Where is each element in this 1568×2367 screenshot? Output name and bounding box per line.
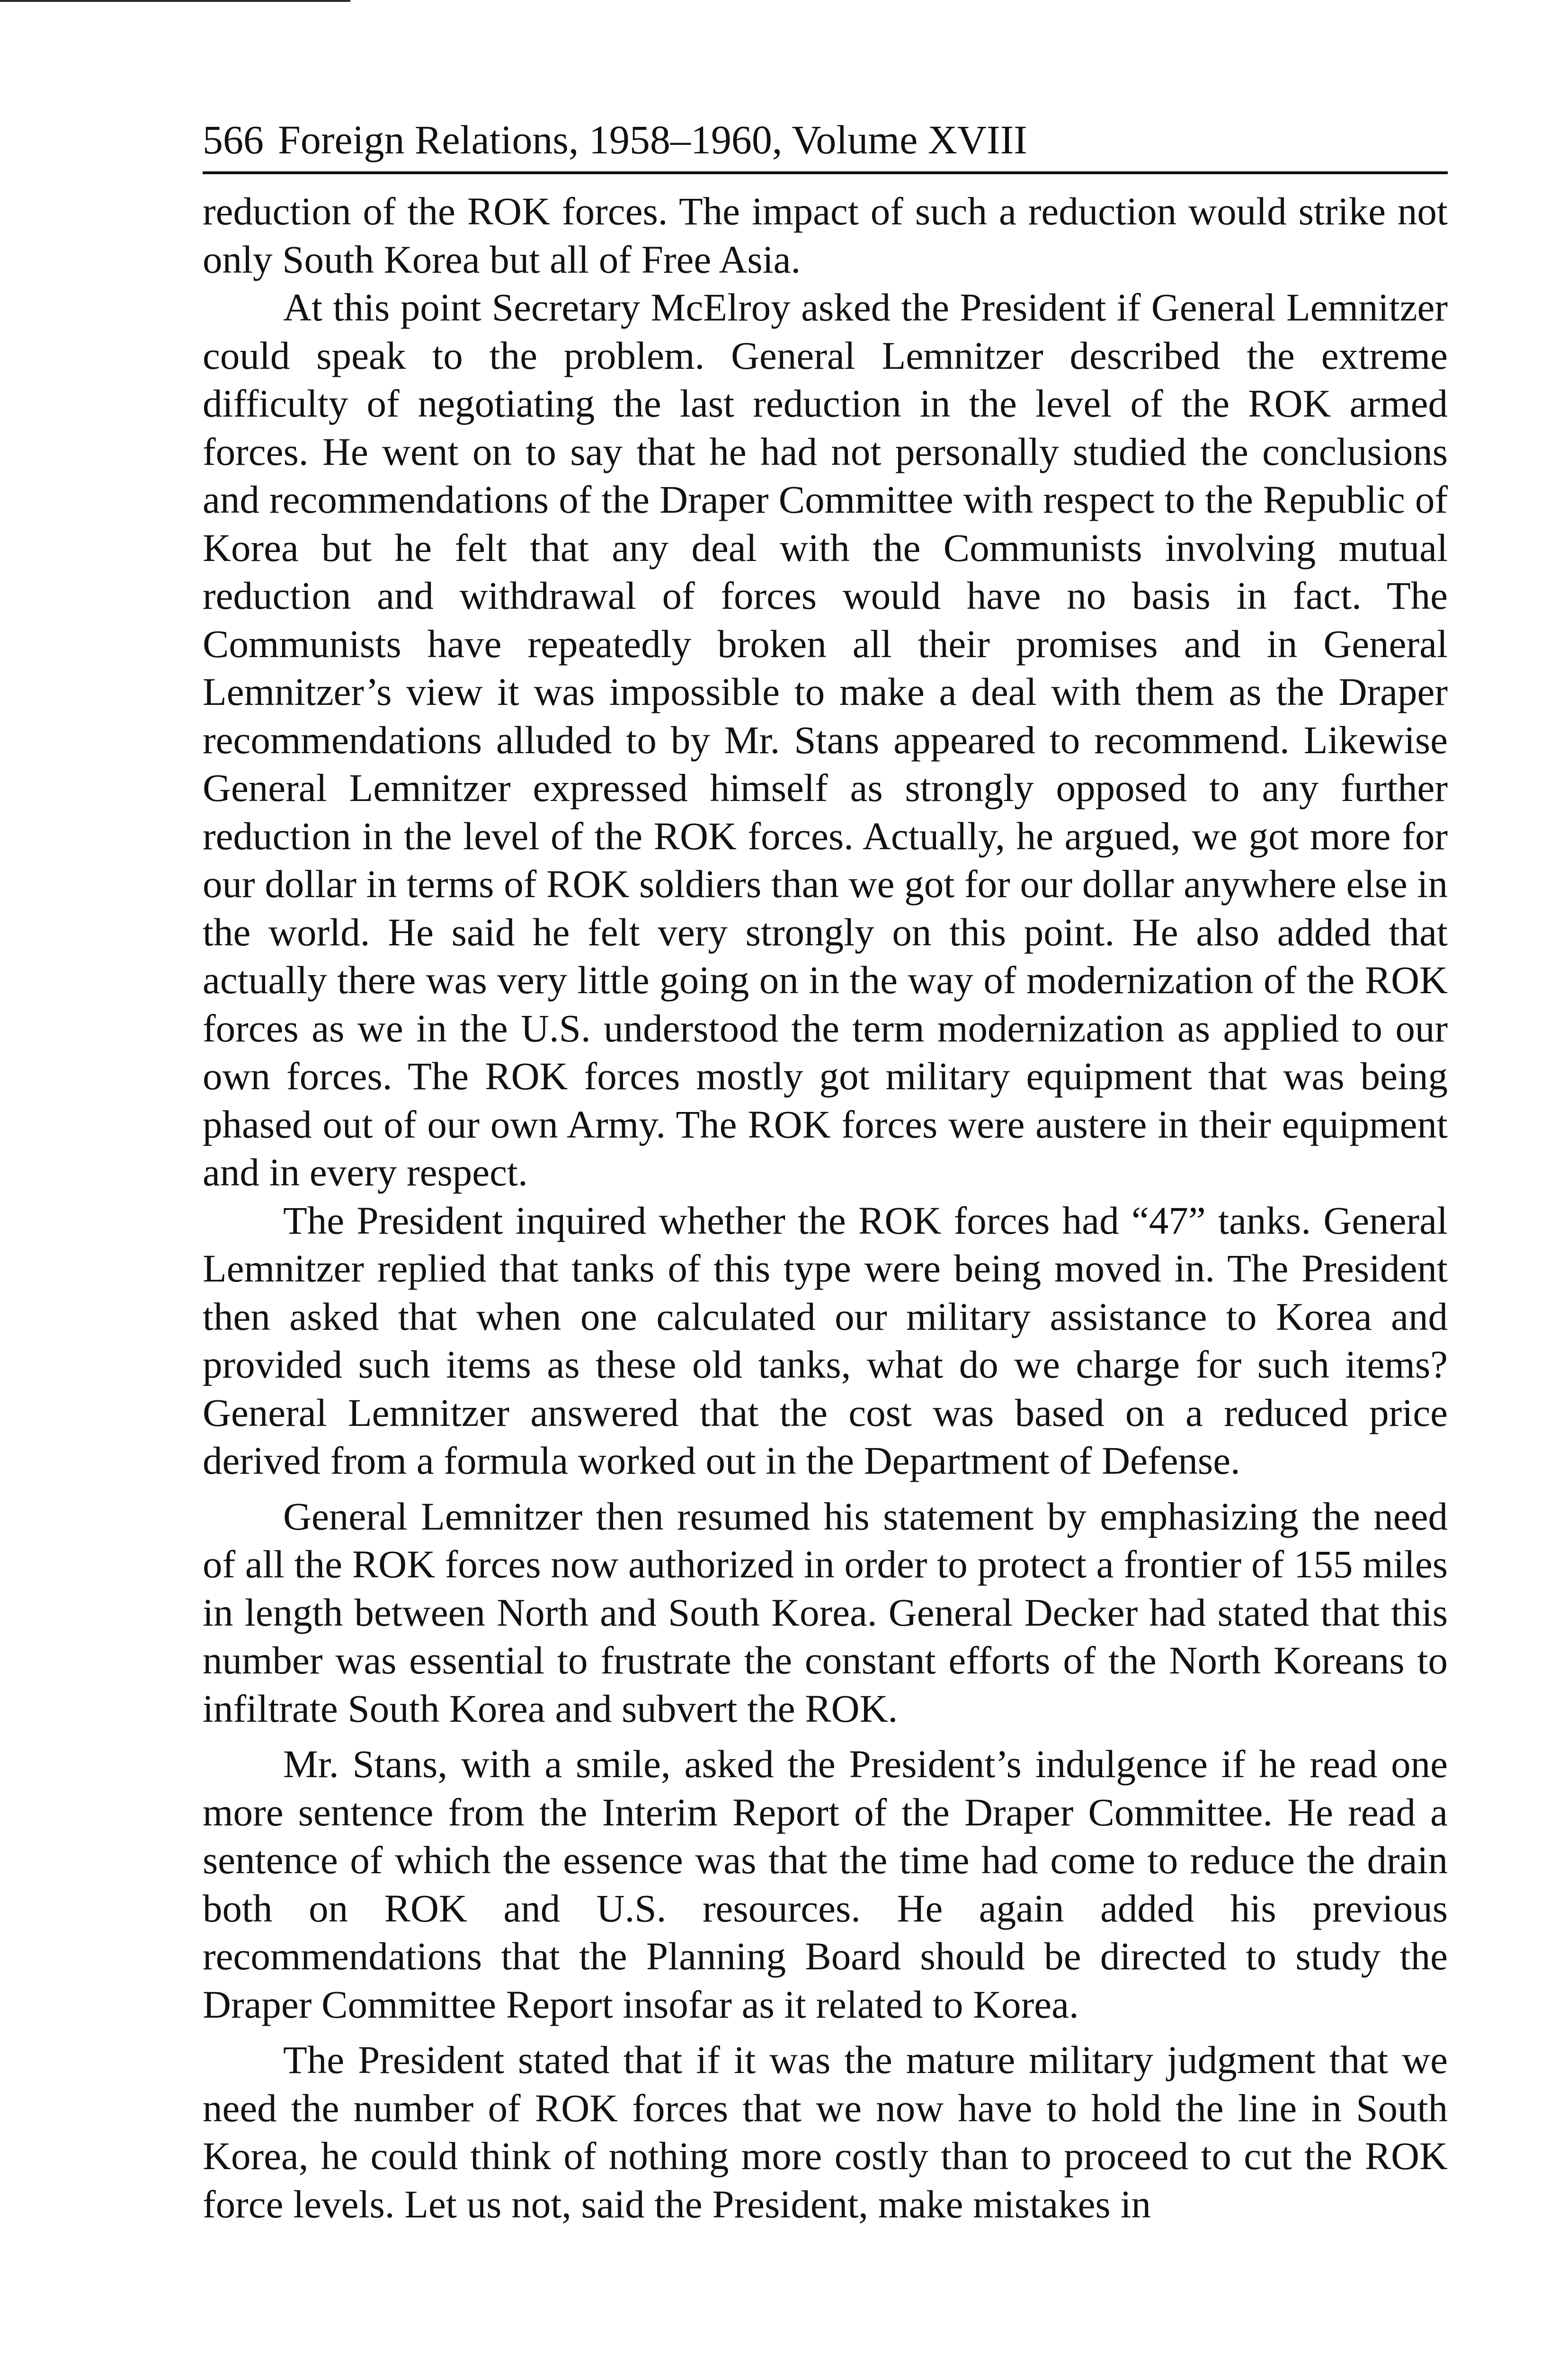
paragraph-stans-interim-report: Mr. Stans, with a smile, asked the President’s indulgence if he read one more sentence from the Interim Report of the Draper Committee. He read a sentence of which the essence was that the time had come to reduce the drain both on ROK and U.S. resources. He again added his previous recommendations that the Planning Board should be directed to study the Draper Committee Report insofar as it related to Korea. bbox=[203, 1742, 1448, 2026]
paragraph-continuation: reduction of the ROK forces. The impact of such a reduction would strike not only South Korea but all of Free Asia. bbox=[203, 189, 1448, 281]
paragraph-president-statement: The President stated that if it was the mature military judgment that we need the number of ROK forces that we now have to hold the line in South Korea, he could think of nothing more costly than to proceed to cut the ROK force levels. Let us not, said the President, make mistakes in bbox=[203, 2038, 1448, 2226]
document-page bbox=[203, 114, 1448, 2228]
page-number: 566 bbox=[203, 117, 264, 162]
paragraph-lemnitzer-statement: At this point Secretary McElroy asked the President if General Lemnitzer could speak to the problem. General Lemnitzer described the extreme difficulty of negotiating the last reduction in the level of the ROK armed forces. He went on to say that he had not personally studied the conclusions and recommendations of the Draper Committee with respect to the Republic of Korea but he felt that any deal with the Communists involving mutual reduction and withdrawal of forces would have no basis in fact. The Communists have repeatedly broken all their promises and in General Lemnitzer’s view it was impossible to make a deal with them as the Draper recommendations alluded to by Mr. Stans appeared to recommend. Likewise General Lemnitzer expressed himself as strongly opposed to any further reduction in the level of the ROK forces. Actually, he argued, we got more for our dollar in terms of ROK soldiers than we got for our dollar anywhere else in the world. He said he felt very strongly on this point. He also added that actually there was very little going on in the way of modernization of the ROK forces as we in the U.S. understood the term modernization as applied to our own forces. The ROK forces mostly got military equipment that was being phased out of our own Army. The ROK forces were austere in their equipment and in every respect. bbox=[203, 285, 1448, 1194]
body-text bbox=[203, 187, 1448, 2228]
running-header bbox=[203, 114, 1448, 174]
paragraph-frontier: General Lemnitzer then resumed his statement by emphasizing the need of all the ROK forces now authorized in order to protect a frontier of 155 miles in length between North and South Korea. General Decker had stated that this number was essential to frustrate the constant efforts of the North Koreans to infiltrate South Korea and subvert the ROK. bbox=[203, 1494, 1448, 1730]
scan-edge-line bbox=[0, 0, 350, 2]
paragraph-tanks-question: The President inquired whether the ROK forces had “47” tanks. General Lemnitzer replied that tanks of this type were being moved in. The President then asked that when one calculated our military assistance to Korea and provided such items as these old tanks, what do we charge for such items? General Lemnitzer answered that the cost was based on a reduced price derived from a formula worked out in the Department of Defense. bbox=[203, 1198, 1448, 1482]
running-title: Foreign Relations, 1958–1960, Volume XVIII bbox=[278, 117, 1027, 162]
